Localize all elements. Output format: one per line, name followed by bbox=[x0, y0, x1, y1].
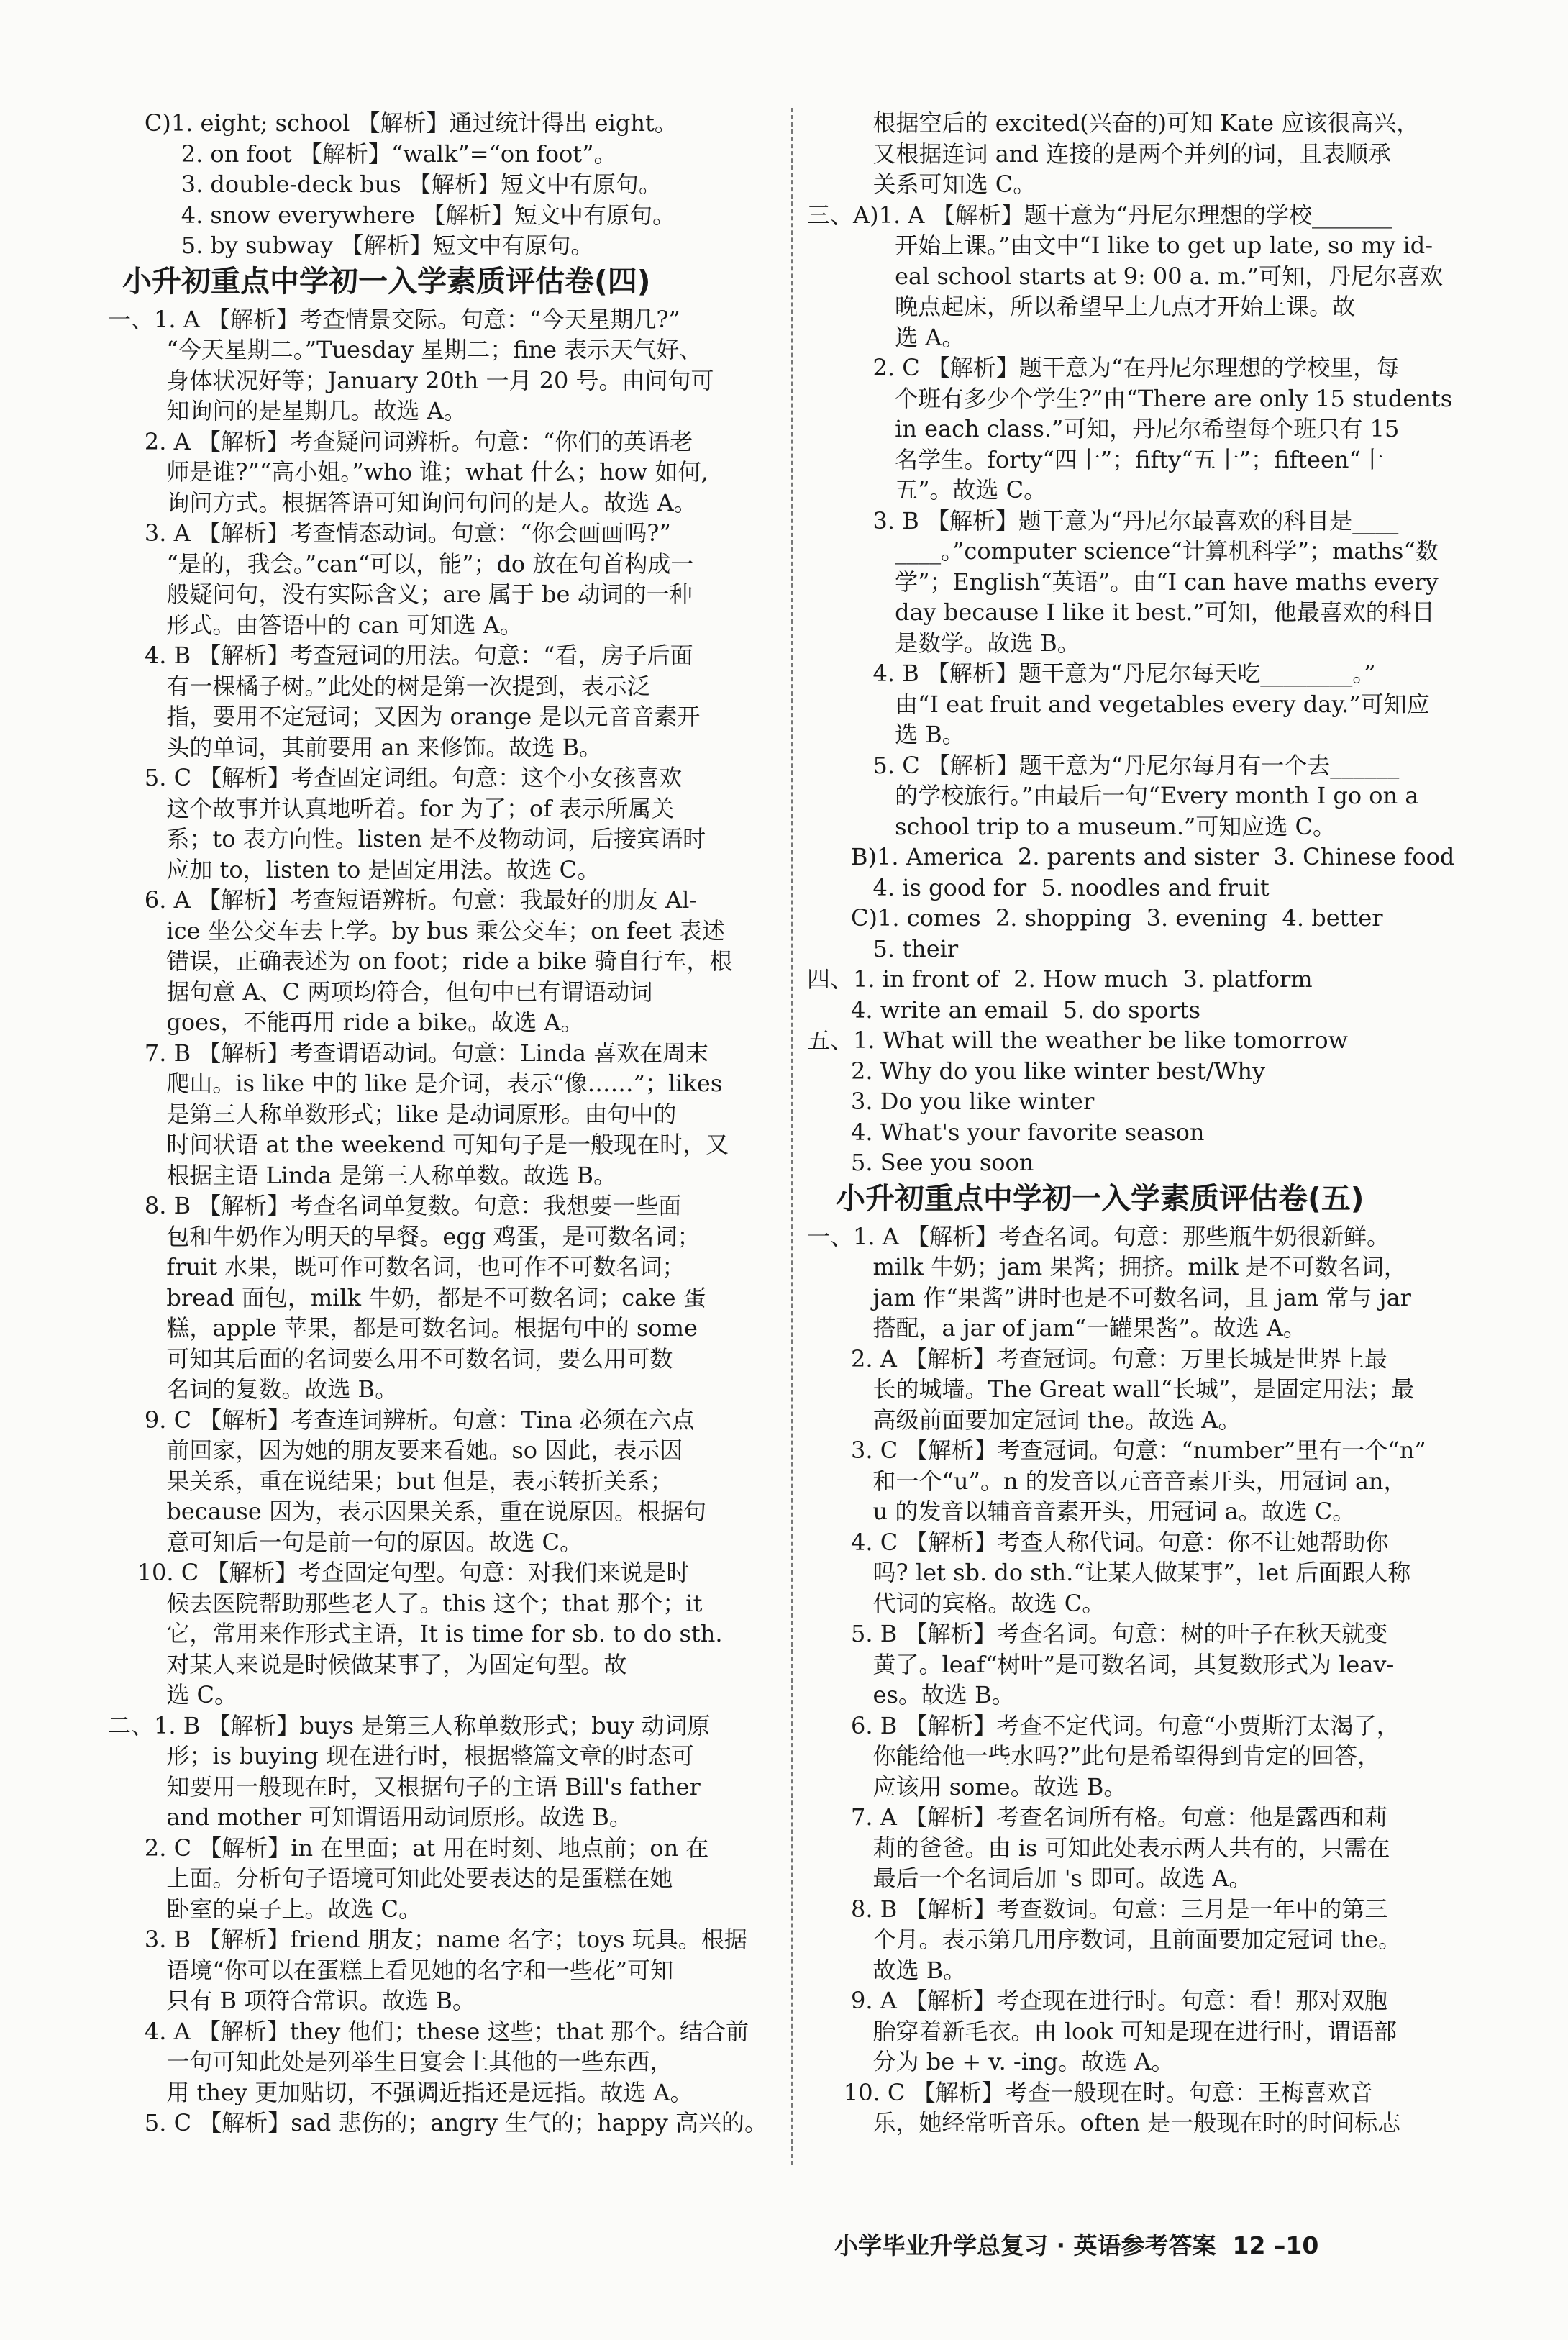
answer-line: 师是谁?”“高小姐。”who 谁；what 什么；how 如何, bbox=[108, 458, 708, 486]
answer-line: 晚点起床，所以希望早上九点才开始上课。故 bbox=[807, 293, 1356, 320]
answer-line: 一句可知此处是列举生日宴会上其他的一些东西， bbox=[108, 2048, 673, 2075]
answer-line: 一、1. A 【解析】考查情景交际。句意：“今天星期几?” bbox=[108, 305, 680, 333]
answer-line: 和一个“u”。n 的发音以元音音素开头，用冠词 an， bbox=[807, 1467, 1407, 1495]
answer-line: jam 作“果酱”讲时也是不可数名词，且 jam 常与 jar bbox=[807, 1283, 1411, 1311]
answer-line: ice 坐公交车去上学。by bus 乘公交车；on feet 表述 bbox=[108, 916, 725, 944]
answer-line: 4. write an email 5. do sports bbox=[807, 996, 1201, 1024]
answer-line: school trip to a museum.”可知应选 C。 bbox=[807, 812, 1336, 840]
answer-line: 身体状况好等；January 20th 一月 20 号。由问句可 bbox=[108, 366, 714, 394]
answer-line: 5. C 【解析】题干意为“丹尼尔每月有一个去______ bbox=[807, 751, 1400, 779]
answer-line: 错误，正确表述为 on foot；ride a bike 骑自行车，根 bbox=[108, 947, 733, 975]
answer-line: 三、A)1. A 【解析】题干意为“丹尼尔理想的学校_______ bbox=[807, 201, 1392, 229]
answer-line: 10. C 【解析】考查一般现在时。句意：王梅喜欢音 bbox=[807, 2078, 1373, 2106]
answer-line: B)1. America 2. parents and sister 3. Chinese food bbox=[807, 843, 1455, 870]
answer-line: 可知其后面的名词要么用不可数名词，要么用可数 bbox=[108, 1344, 673, 1372]
answer-line: 是第三人称单数形式；like 是动词原形。由句中的 bbox=[108, 1100, 677, 1128]
answer-line: and mother 可知谓语用动词原形。故选 B。 bbox=[108, 1803, 632, 1831]
answer-line: 形；is buying 现在进行时，根据整篇文章的时态可 bbox=[108, 1742, 694, 1770]
answer-line: 选 B。 bbox=[807, 721, 965, 748]
answer-line: es。故选 B。 bbox=[807, 1681, 1015, 1708]
answer-line: 指，要用不定冠词；又因为 orange 是以元音音素开 bbox=[108, 703, 701, 730]
answer-line: 前回家，因为她的朋友要来看她。so 因此，表示因 bbox=[108, 1437, 683, 1464]
answer-line: u 的发音以辅音音素开头，用冠词 a。故选 C。 bbox=[807, 1498, 1356, 1525]
answer-line: 8. B 【解析】考查数词。句意：三月是一年中的第三 bbox=[807, 1895, 1388, 1923]
page-footer: 小学毕业升学总复习 · 英语参考答案 12 –10 bbox=[834, 2231, 1319, 2259]
answer-line: 用 they 更加贴切，不强调近指还是远指。故选 A。 bbox=[108, 2078, 693, 2106]
answer-line: 4. B 【解析】题干意为“丹尼尔每天吃________。” bbox=[807, 660, 1376, 687]
answer-line: 头的单词，其前要用 an 来修饰。故选 B。 bbox=[108, 733, 603, 761]
section-heading: 小升初重点中学初一入学素质评估卷(五) bbox=[836, 1180, 1364, 1216]
answer-line: 爬山。is like 中的 like 是介词，表示“像……”；likes bbox=[108, 1070, 723, 1097]
answer-line: 二、1. B 【解析】buys 是第三人称单数形式；buy 动词原 bbox=[108, 1711, 711, 1739]
answer-line: 开始上课。”由文中“I like to get up late, so my id- bbox=[807, 232, 1433, 259]
answer-line: 关系可知选 C。 bbox=[807, 170, 1036, 198]
answer-line: 2. Why do you like winter best/Why bbox=[807, 1057, 1266, 1085]
answer-line: 最后一个名词后加 's 即可。故选 A。 bbox=[807, 1865, 1252, 1892]
answer-line: 知要用一般现在时，又根据句子的主语 Bill's father bbox=[108, 1772, 701, 1800]
answer-line: 形式。由答语中的 can 可知选 A。 bbox=[108, 611, 523, 639]
answer-line: 对某人来说是时候做某事了，为固定句型。故 bbox=[108, 1650, 627, 1678]
answer-line: 7. B 【解析】考查谓语动词。句意：Linda 喜欢在周末 bbox=[108, 1039, 709, 1067]
column-divider bbox=[791, 108, 793, 2165]
answer-line: 询问方式。根据答语可知询问句问的是人。故选 A。 bbox=[108, 488, 697, 516]
answer-line: 的学校旅行。”由最后一句“Every month I go on a bbox=[807, 782, 1419, 809]
answer-line: C)1. comes 2. shopping 3. evening 4. better bbox=[807, 904, 1383, 932]
section-heading: 小升初重点中学初一入学素质评估卷(四) bbox=[122, 263, 651, 299]
answer-line: 7. A 【解析】考查名词所有格。句意：他是露西和莉 bbox=[807, 1803, 1388, 1831]
answer-line: 选 A。 bbox=[807, 323, 965, 351]
answer-line: 5. their bbox=[807, 934, 959, 962]
answer-line: 黄了。leaf“树叶”是可数名词，其复数形式为 leav- bbox=[807, 1650, 1395, 1678]
answer-line: 10. C 【解析】考查固定句型。句意：对我们来说是时 bbox=[108, 1559, 690, 1586]
answer-line: 包和牛奶作为明天的早餐。egg 鸡蛋，是可数名词； bbox=[108, 1222, 701, 1250]
answer-line: 时间状语 at the weekend 可知句子是一般现在时，又 bbox=[108, 1131, 729, 1158]
answer-line: eal school starts at 9: 00 a. m.”可知，丹尼尔喜欢 bbox=[807, 262, 1444, 290]
answer-line: 据句意 A、C 两项均符合，但句中已有谓语动词 bbox=[108, 978, 653, 1006]
answer-line: 6. B 【解析】考查不定代词。句意“小贾斯汀太渴了， bbox=[807, 1711, 1400, 1739]
answer-line: 2. C 【解析】in 在里面；at 用在时刻、地点前；on 在 bbox=[108, 1834, 709, 1862]
answer-line: 语境“你可以在蛋糕上看见她的名字和一些花”可知 bbox=[108, 1956, 674, 1984]
answer-line: 高级前面要加定冠词 the。故选 A。 bbox=[807, 1406, 1241, 1434]
answer-line: 上面。分析句子语境可知此处要表达的是蛋糕在她 bbox=[108, 1865, 673, 1892]
answer-line: 又根据连词 and 连接的是两个并列的词，且表顺承 bbox=[807, 140, 1392, 168]
answer-line: in each class.”可知，丹尼尔希望每个班只有 15 bbox=[807, 415, 1400, 442]
answer-line: 有一棵橘子树。”此处的树是第一次提到，表示泛 bbox=[108, 672, 650, 700]
answer-line: 胎穿着新毛衣。由 look 可知是现在进行时，谓语部 bbox=[807, 2017, 1398, 2045]
answer-line: 4. is good for 5. noodles and fruit bbox=[807, 873, 1270, 901]
answer-line: 2. A 【解析】考查冠词。句意：万里长城是世界上最 bbox=[807, 1344, 1388, 1372]
answer-line: 代词的宾格。故选 C。 bbox=[807, 1589, 1106, 1617]
answer-line: 由“I eat fruit and vegetables every day.”可知应 bbox=[807, 690, 1430, 718]
answer-line: 五”。故选 C。 bbox=[807, 476, 1047, 504]
answer-line: goes，不能再用 ride a bike。故选 A。 bbox=[108, 1009, 584, 1036]
answer-line: 你能给他一些水吗?”此句是希望得到肯定的回答， bbox=[807, 1742, 1381, 1770]
answer-line: 9. A 【解析】考查现在进行时。句意：看！那对双胞 bbox=[807, 1987, 1388, 2014]
answer-line: 3. A 【解析】考查情态动词。句意：“你会画画吗?” bbox=[108, 519, 671, 547]
answer-line: ____。”computer science“计算机科学”；maths“数 bbox=[807, 537, 1439, 565]
answer-line: fruit 水果，既可作可数名词，也可作不可数名词； bbox=[108, 1253, 685, 1280]
answer-line: 2. A 【解析】考查疑问词辨析。句意：“你们的英语老 bbox=[108, 427, 693, 455]
answer-line: 五、1. What will the weather be like tomorrow bbox=[807, 1026, 1348, 1054]
answer-line: 个班有多少个学生?”由“There are only 15 students bbox=[807, 384, 1453, 412]
answer-line: 5. See you soon bbox=[807, 1149, 1034, 1176]
answer-line: 分为 be + v. -ing。故选 A。 bbox=[807, 2048, 1175, 2075]
answer-line: 糕，apple 苹果，都是可数名词。根据句中的 some bbox=[108, 1314, 698, 1342]
answer-line: 5. C 【解析】考查固定词组。句意：这个小女孩喜欢 bbox=[108, 764, 683, 791]
answer-line: “是的，我会。”can“可以，能”；do 放在句首构成一 bbox=[108, 550, 694, 578]
answer-line: day because I like it best.”可知，他最喜欢的科目 bbox=[807, 598, 1435, 626]
answer-line: 这个故事并认真地听着。for 为了；of 表示所属关 bbox=[108, 794, 675, 822]
answer-line: 4. A 【解析】they 他们；these 这些；that 那个。结合前 bbox=[108, 2017, 749, 2045]
answer-line: 3. B 【解析】friend 朋友；name 名字；toys 玩具。根据 bbox=[108, 1926, 747, 1953]
answer-line: 选 C。 bbox=[108, 1681, 238, 1708]
answer-line: 名学生。forty“四十”；fifty“五十”；fifteen“十 bbox=[807, 445, 1384, 473]
answer-line: 3. C 【解析】考查冠词。句意：“number”里有一个“n” bbox=[807, 1437, 1426, 1464]
answer-line: 3. Do you like winter bbox=[807, 1088, 1095, 1115]
answer-line: 学”；English“英语”。由“I can have maths every bbox=[807, 568, 1439, 596]
answer-line: 搭配，a jar of jam“一罐果酱”。故选 A。 bbox=[807, 1314, 1306, 1342]
answer-line: 2. on foot 【解析】“walk”=“on foot”。 bbox=[108, 140, 617, 168]
answer-line: 意可知后一句是前一句的原因。故选 C。 bbox=[108, 1528, 583, 1556]
answer-line: 般疑问句，没有实际含义；are 属于 be 动词的一种 bbox=[108, 581, 693, 608]
answer-line: 长的城墙。The Great wall“长城”，是固定用法；最 bbox=[807, 1375, 1415, 1403]
answer-line: 根据主语 Linda 是第三人称单数。故选 B。 bbox=[108, 1161, 617, 1189]
answer-line: 个月。表示第几用序数词，且前面要加定冠词 the。 bbox=[807, 1926, 1402, 1953]
answer-line: milk 牛奶；jam 果酱；拥挤。milk 是不可数名词， bbox=[807, 1253, 1407, 1280]
answer-line: because 因为，表示因果关系，重在说原因。根据句 bbox=[108, 1498, 706, 1525]
answer-line: 4. What's your favorite season bbox=[807, 1118, 1205, 1146]
answer-line: C)1. eight; school 【解析】通过统计得出 eight。 bbox=[108, 109, 678, 137]
answer-line: 9. C 【解析】考查连词辨析。句意：Tina 必须在六点 bbox=[108, 1406, 695, 1434]
answer-line: 乐，她经常听音乐。often 是一般现在时的时间标志 bbox=[807, 2109, 1401, 2136]
answer-line: 5. C 【解析】sad 悲伤的；angry 生气的；happy 高兴的。 bbox=[108, 2109, 768, 2136]
answer-line: 5. by subway 【解析】短文中有原句。 bbox=[108, 232, 594, 259]
answer-line: 系；to 表方向性。listen 是不及物动词，后接宾语时 bbox=[108, 825, 706, 852]
answer-line: 莉的爸爸。由 is 可知此处表示两人共有的，只需在 bbox=[807, 1834, 1390, 1862]
right-column bbox=[807, 108, 1490, 2139]
answer-line: 8. B 【解析】考查名词单复数。句意：我想要一些面 bbox=[108, 1192, 682, 1219]
answer-line: 果关系，重在说结果；but 但是，表示转折关系； bbox=[108, 1467, 673, 1495]
answer-line: 知询问的是星期几。故选 A。 bbox=[108, 397, 467, 424]
answer-line: 卧室的桌子上。故选 C。 bbox=[108, 1895, 422, 1923]
answer-line: 故选 B。 bbox=[807, 1956, 967, 1984]
answer-line: 2. C 【解析】题干意为“在丹尼尔理想的学校里，每 bbox=[807, 354, 1400, 381]
answer-line: 4. C 【解析】考查人称代词。句意：你不让她帮助你 bbox=[807, 1528, 1389, 1556]
answer-line: 3. B 【解析】题干意为“丹尼尔最喜欢的科目是____ bbox=[807, 506, 1399, 534]
answer-line: 一、1. A 【解析】考查名词。句意：那些瓶牛奶很新鲜。 bbox=[807, 1222, 1390, 1250]
answer-line: 4. B 【解析】考查冠词的用法。句意：“看，房子后面 bbox=[108, 642, 693, 669]
answer-line: 应该用 some。故选 B。 bbox=[807, 1772, 1127, 1800]
answer-line: 应加 to，listen to 是固定用法。故选 C。 bbox=[108, 855, 601, 883]
answer-line: bread 面包，milk 牛奶，都是不可数名词；cake 蛋 bbox=[108, 1283, 706, 1311]
left-column bbox=[108, 108, 773, 2139]
answer-line: 根据空后的 excited(兴奋的)可知 Kate 应该很高兴， bbox=[807, 109, 1420, 137]
answer-line: 它，常用来作形式主语，It is time for sb. to do sth. bbox=[108, 1620, 723, 1647]
answer-line: 是数学。故选 B。 bbox=[807, 629, 1080, 657]
answer-line: 只有 B 项符合常识。故选 B。 bbox=[108, 1987, 475, 2014]
answer-line: 名词的复数。故选 B。 bbox=[108, 1375, 398, 1403]
answer-line: 吗? let sb. do sth.“让某人做某事”，let 后面跟人称 bbox=[807, 1559, 1411, 1586]
answer-line: 5. B 【解析】考查名词。句意：树的叶子在秋天就变 bbox=[807, 1620, 1388, 1647]
answer-line: 6. A 【解析】考查短语辨析。句意：我最好的朋友 Al- bbox=[108, 886, 698, 914]
answer-line: 四、1. in front of 2. How much 3. platform bbox=[807, 965, 1313, 993]
answer-line: “今天星期二。”Tuesday 星期二；fine 表示天气好、 bbox=[108, 336, 703, 363]
answer-line: 候去医院帮助那些老人了。this 这个；that 那个；it bbox=[108, 1589, 703, 1617]
answer-line: 4. snow everywhere 【解析】短文中有原句。 bbox=[108, 201, 675, 229]
answer-line: 3. double-deck bus 【解析】短文中有原句。 bbox=[108, 170, 662, 198]
